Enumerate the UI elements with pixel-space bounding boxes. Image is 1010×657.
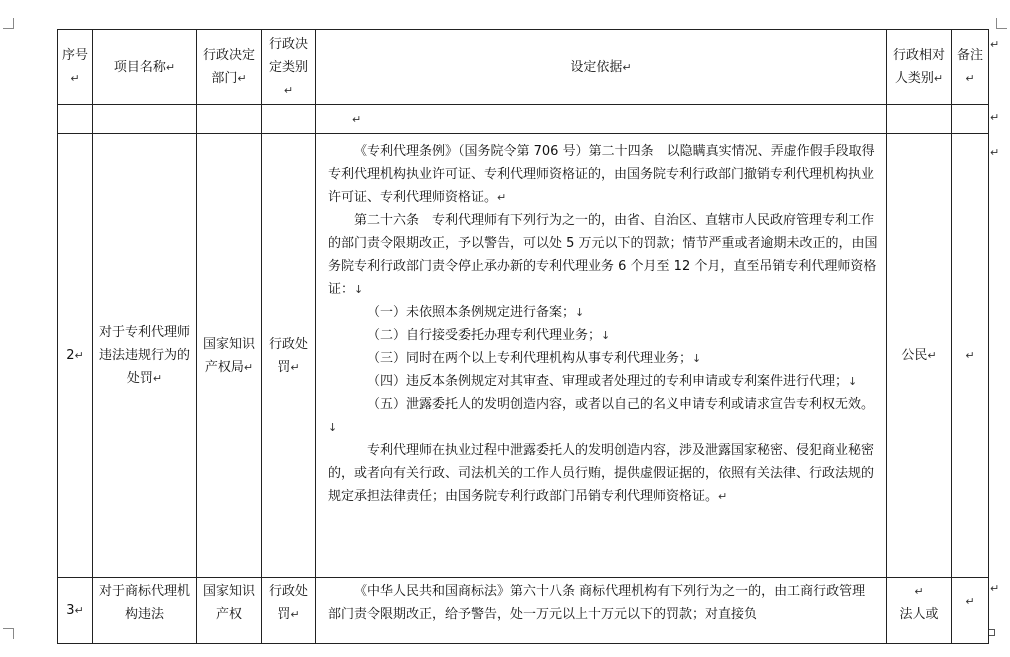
row-end-mark: ↵ <box>990 38 1000 51</box>
basis-clause: （五）泄露委托人的发明创造内容，或者以自己的名义申请专利或请求宣告专利权无效。↓ <box>328 397 875 434</box>
cell-dept: 国家知识产权局↵ <box>197 134 262 578</box>
cell-basis <box>316 578 887 644</box>
basis-paragraph: 《中华人民共和国商标法》第六十八条 商标代理机构有下列行为之一的，由工商行政管理部门责令限期改正，给予警告，处一万元以上十万元以下的罚款；对直接负 <box>328 584 866 622</box>
cell-note: ↵ <box>952 134 989 578</box>
cell-dept: 国家知识产权 <box>197 578 262 644</box>
header-basis: 设定依据↵ <box>316 30 887 105</box>
administrative-decision-table <box>57 29 989 644</box>
table-row-continuation <box>58 105 989 134</box>
table-row <box>58 134 989 578</box>
page-corner-mark-top-left <box>3 18 14 29</box>
basis-clause: （三）同时在两个以上专利代理机构从事专利代理业务；↓ <box>367 351 702 366</box>
cell-basis <box>316 134 887 578</box>
basis-paragraph: 《专利代理条例》（国务院令第 706 号）第二十四条 以隐瞒真实情况、弄虚作假手段取得专利代理机构执业许可证、专利代理师资格证的，由国务院专利行政部门撤销专利代理机构执业许可证、专利代理师资格证。↵ <box>328 144 875 205</box>
cell-party: 公民↵ <box>887 134 952 578</box>
cell-empty <box>952 105 989 134</box>
cell-empty <box>93 105 197 134</box>
basis-paragraph: 专利代理师在执业过程中泄露委托人的发明创造内容，涉及泄露国家秘密、侵犯商业秘密的，或者向有关行政、司法机关的工作人员行贿，提供虚假证据的，依照有关法律、行政法规的规定承担法律责任；由国务院专利行政部门吊销专利代理师资格证。↵ <box>328 443 875 504</box>
table-header-row <box>58 30 989 105</box>
cell-basis-continued: ↵ <box>316 105 887 134</box>
table-end-marker <box>988 629 995 636</box>
row-end-mark: ↵ <box>990 582 1000 595</box>
cell-item-name: 对于专利代理师违法违规行为的处罚↵ <box>93 134 197 578</box>
cell-seq: 3↵ <box>58 578 93 644</box>
page-corner-mark-bottom-left <box>3 628 14 639</box>
header-note: 备注↵ <box>952 30 989 105</box>
header-party: 行政相对人类别↵ <box>887 30 952 105</box>
cell-empty <box>887 105 952 134</box>
cell-seq: 2↵ <box>58 134 93 578</box>
cell-note: ↵ <box>952 578 989 644</box>
header-type: 行政决定类别↵ <box>262 30 316 105</box>
cell-type: 行政处罚↵ <box>262 134 316 578</box>
basis-clause: （一）未依照本条例规定进行备案；↓ <box>367 305 585 320</box>
header-seq: 序号↵ <box>58 30 93 105</box>
header-dept: 行政决定部门↵ <box>197 30 262 105</box>
header-name: 项目名称↵ <box>93 30 197 105</box>
cell-type: 行政处罚↵ <box>262 578 316 644</box>
basis-paragraph: 第二十六条 专利代理师有下列行为之一的，由省、自治区、直辖市人民政府管理专利工作的部门责令限期改正，予以警告，可以处 5 万元以下的罚款；情节严重或者逾期未改正的，由国务院专利行政部门责令停止承办新的专利代理业务 6 个月至 12 个月，直至吊销专利代理师资格证：↓ <box>328 213 878 297</box>
basis-clause: （二）自行接受委托办理专利代理业务；↓ <box>367 328 611 343</box>
row-end-mark: ↵ <box>990 146 1000 159</box>
cell-empty <box>262 105 316 134</box>
page-corner-mark-top-right <box>996 18 1007 29</box>
cell-item-name: 对于商标代理机构违法 <box>93 578 197 644</box>
cell-empty <box>197 105 262 134</box>
cell-empty <box>58 105 93 134</box>
basis-clause: （四）违反本条例规定对其审查、审理或者处理过的专利申请或专利案件进行代理；↓ <box>367 374 858 389</box>
row-end-mark: ↵ <box>990 111 1000 124</box>
cell-party: ↵ 法人或 <box>887 578 952 644</box>
table-row <box>58 578 989 644</box>
